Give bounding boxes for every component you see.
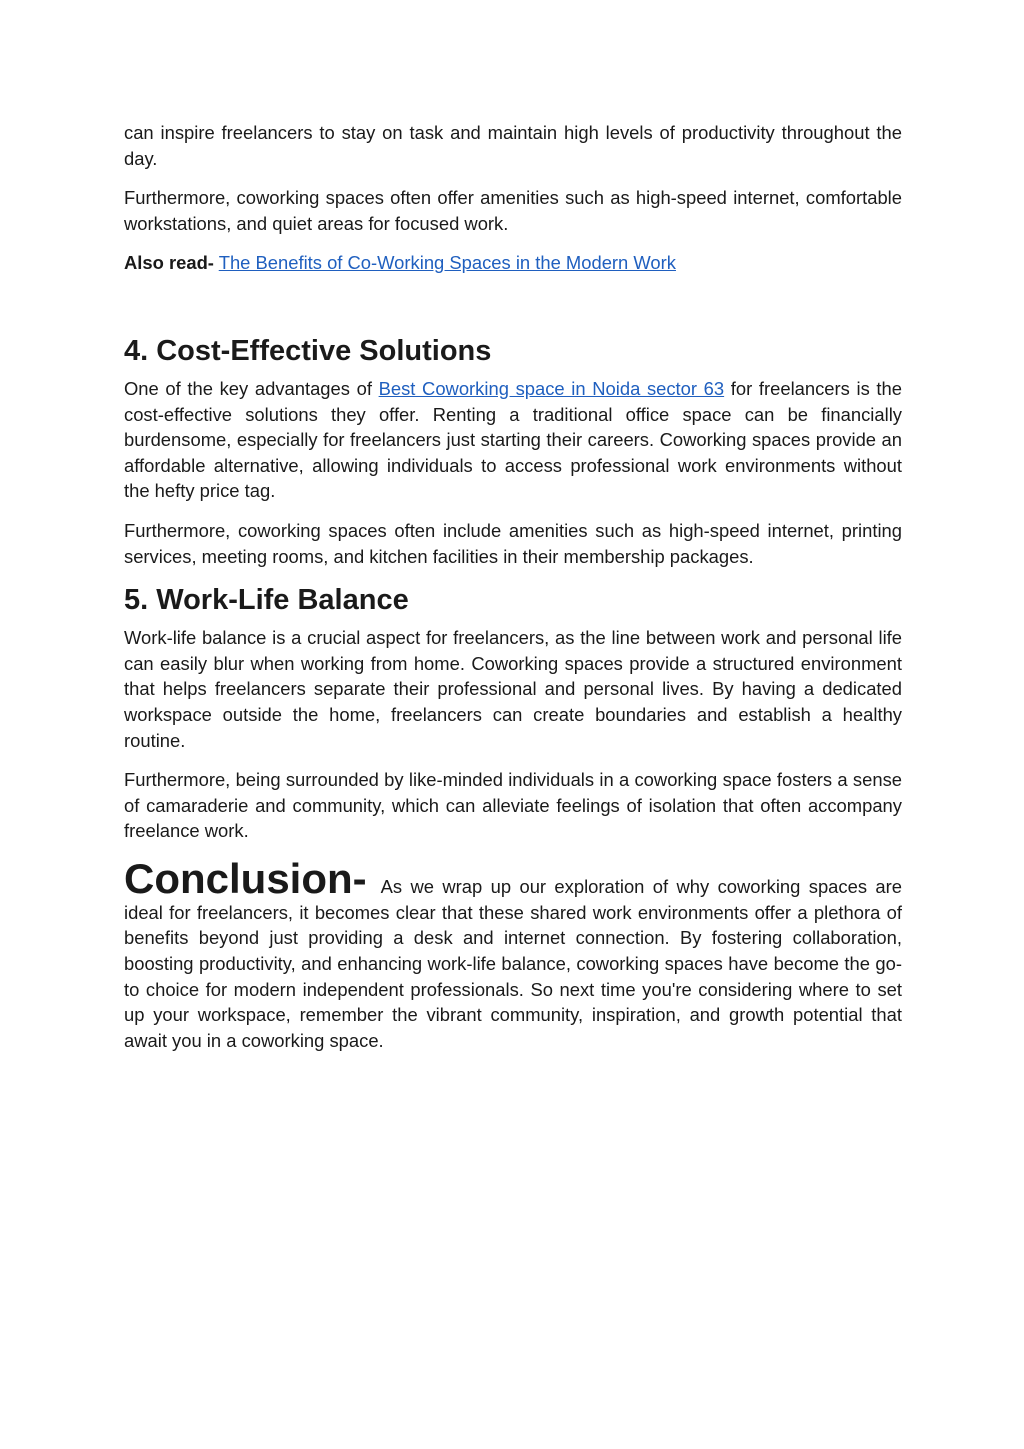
also-read-link[interactable]: The Benefits of Co-Working Spaces in the Modern Work <box>218 252 676 274</box>
section-4-text-after-link: for freelancers is the cost-effective solutions they offer. Renting a traditional office space can be financially burdensome, especially for freelancers just starting their careers. Coworking spaces provide an affordable alternative, allowing individuals to access professional work environments without the hefty price tag. <box>124 377 902 502</box>
section-5-heading: 5. Work-Life Balance <box>124 584 409 617</box>
section-4-heading: 4. Cost-Effective Solutions <box>124 334 492 367</box>
section-5-paragraph-2: Furthermore, being surrounded by like-minded individuals in a coworking space fosters a sense of camaraderie and community, which can alleviate feelings of isolation that often accompany freelance work. <box>124 769 902 842</box>
conclusion-heading: Conclusion- <box>124 854 367 902</box>
conclusion-paragraph <box>124 854 902 1054</box>
intro-paragraph-2: Furthermore, coworking spaces often offer amenities such as high-speed internet, comfortable workstations, and quiet areas for focused work. <box>124 187 902 234</box>
coworking-noida-link[interactable]: Best Coworking space in Noida sector 63 <box>378 377 725 399</box>
document-page <box>124 120 902 1067</box>
section-4-text-before-link: One of the key advantages of <box>124 377 379 399</box>
also-read-line <box>124 250 902 276</box>
section-4-paragraph-1 <box>124 376 902 504</box>
section-5-paragraph-1: Work-life balance is a crucial aspect for freelancers, as the line between work and personal life can easily blur when working from home. Coworking spaces provide a structured environment that helps freelancers separate their professional and personal lives. By having a dedicated workspace outside the home, freelancers can create boundaries and establish a healthy routine. <box>124 627 902 751</box>
intro-paragraph-1: can inspire freelancers to stay on task and maintain high levels of productivity throughout the day. <box>124 122 902 169</box>
section-4-paragraph-2: Furthermore, coworking spaces often include amenities such as high-speed internet, printing services, meeting rooms, and kitchen facilities in their membership packages. <box>124 519 902 567</box>
also-read-label: Also read- <box>124 252 214 274</box>
conclusion-text: As we wrap up our exploration of why coworking spaces are ideal for freelancers, it becomes clear that these shared work environments offer a plethora of benefits beyond just providing a desk and internet connection. By fostering collaboration, boosting productivity, and enhancing work-life balance, coworking spaces have become the go-to choice for modern independent professionals. So next time you're considering where to set up your workspace, remember the vibrant community, inspiration, and growth potential that await you in a coworking space. <box>124 875 902 1051</box>
